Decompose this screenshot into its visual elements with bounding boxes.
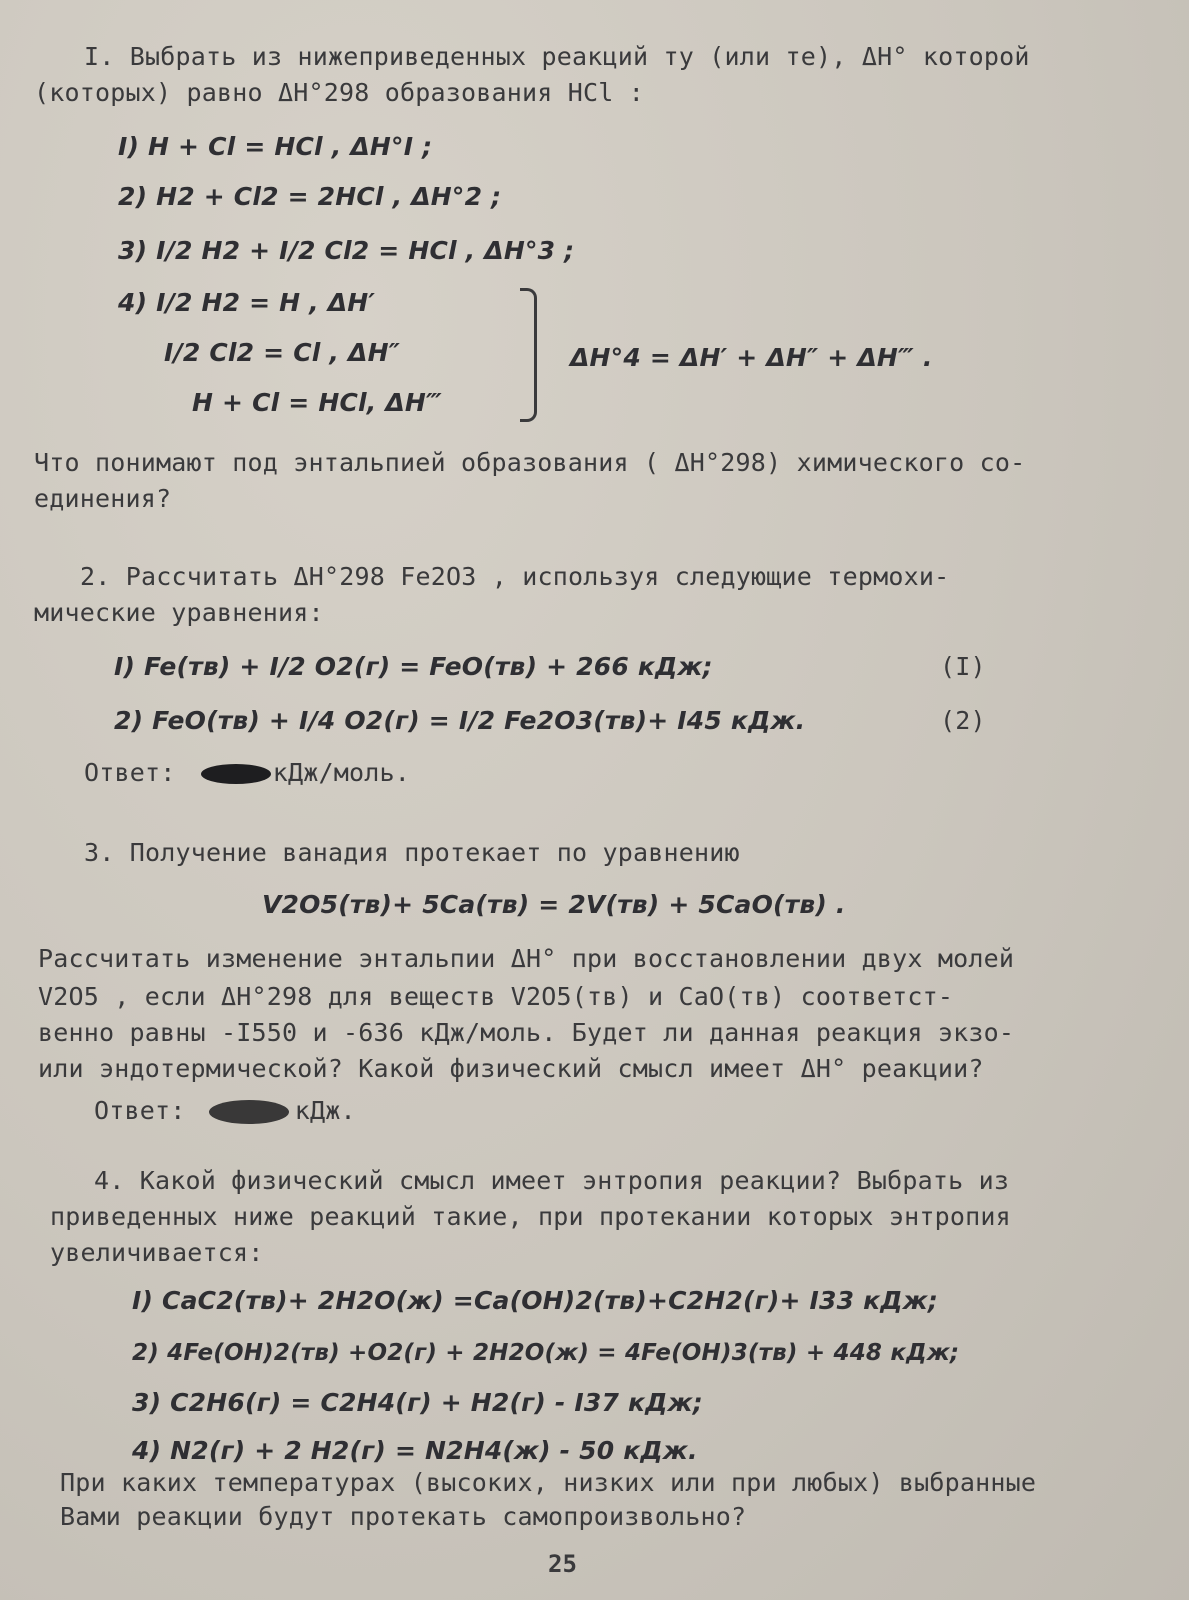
q4-tail-2: Вами реакции будут протекать самопроизвольно? bbox=[60, 1502, 747, 1531]
q2-equation-2-number: (2) bbox=[940, 706, 986, 735]
q4-reaction-3: 3) C2H6(г) = C2H4(г) + H2(г) - I37 кДж; bbox=[132, 1388, 703, 1417]
q4-reaction-2: 2) 4Fe(OH)2(тв) +O2(г) + 2H2O(ж) = 4Fe(OH)3(тв) + 448 кДж; bbox=[132, 1340, 960, 1366]
q4-tail-1: При каких температурах (высоких, низких или при любых) выбранные bbox=[60, 1468, 1037, 1497]
q3-equation: V2O5(тв)+ 5Ca(тв) = 2V(тв) + 5CaO(тв) . bbox=[262, 890, 846, 919]
curly-brace bbox=[520, 288, 537, 422]
q2-answer bbox=[84, 758, 410, 788]
q3-text-3: венно равны -I550 и -636 кДж/моль. Будет ли данная реакция экзо- bbox=[38, 1018, 1015, 1047]
ink-blot bbox=[201, 764, 271, 784]
q3-text-1: Рассчитать изменение энтальпии ΔH° при восстановлении двух молей bbox=[38, 944, 1015, 973]
q4-reaction-1: I) CaC2(тв)+ 2H2O(ж) =Ca(OH)2(тв)+C2H2(г)+ I33 кДж; bbox=[132, 1286, 939, 1315]
q2-equation-1-number: (I) bbox=[940, 652, 986, 681]
q1-line2: (которых) равно ΔH°298 образования HCl : bbox=[34, 78, 645, 107]
q4-reaction-4: 4) N2(г) + 2 H2(г) = N2H4(ж) - 50 кДж. bbox=[132, 1436, 698, 1465]
q2-line1: 2. Рассчитать ΔH°298 Fe2O3 , используя следующие термохи- bbox=[80, 562, 950, 591]
page-number: 25 bbox=[548, 1550, 577, 1578]
q3-answer bbox=[94, 1096, 356, 1126]
q3-line1: 3. Получение ванадия протекает по уравнению bbox=[84, 838, 740, 867]
q1-reaction-4a: 4) I/2 H2 = H , ΔH′ bbox=[118, 288, 376, 317]
q2-line2: мические уравнения: bbox=[34, 598, 324, 627]
q2-equation-1: I) Fe(тв) + I/2 O2(г) = FeO(тв) + 266 кДж; bbox=[114, 652, 713, 681]
q1-reaction-4c: H + Cl = HCl, ΔH‴ bbox=[192, 388, 443, 417]
q1-reaction-3: 3) I/2 H2 + I/2 Cl2 = HCl , ΔH°3 ; bbox=[118, 236, 575, 265]
q3-answer-label: Ответ: bbox=[94, 1096, 186, 1125]
q1-reaction-4b: I/2 Cl2 = Cl , ΔH″ bbox=[164, 338, 401, 367]
q4-line1: 4. Какой физический смысл имеет энтропия реакции? Выбрать из bbox=[94, 1166, 1010, 1195]
q2-answer-unit: кДж/моль. bbox=[272, 758, 411, 787]
q1-line1: I. Выбрать из нижеприведенных реакций ту (или те), ΔH° которой bbox=[84, 42, 1030, 71]
q1-sum: ΔH°4 = ΔH′ + ΔH″ + ΔH‴ . bbox=[570, 343, 933, 372]
q1-question-line1: Что понимают под энтальпией образования ( ΔH°298) химического со- bbox=[34, 448, 1026, 477]
q4-line2: приведенных ниже реакций такие, при протекании которых энтропия bbox=[50, 1202, 1011, 1231]
q3-answer-unit: кДж. bbox=[294, 1096, 356, 1125]
q1-question-line2: единения? bbox=[34, 484, 172, 513]
q3-text-2: V2O5 , если ΔH°298 для веществ V2O5(тв) и CaO(тв) соответст- bbox=[38, 982, 954, 1011]
q2-answer-label: Ответ: bbox=[84, 758, 176, 787]
q1-reaction-2: 2) H2 + Cl2 = 2HCl , ΔH°2 ; bbox=[118, 182, 502, 211]
q3-text-4: или эндотермической? Какой физический смысл имеет ΔH° реакции? bbox=[38, 1054, 984, 1083]
q4-line3: увеличивается: bbox=[50, 1238, 264, 1267]
q2-equation-2: 2) FeO(тв) + I/4 O2(г) = I/2 Fe2O3(тв)+ I45 кДж. bbox=[114, 706, 806, 735]
ink-blot bbox=[209, 1100, 289, 1124]
q1-reaction-1: I) H + Cl = HCl , ΔH°I ; bbox=[118, 132, 433, 161]
